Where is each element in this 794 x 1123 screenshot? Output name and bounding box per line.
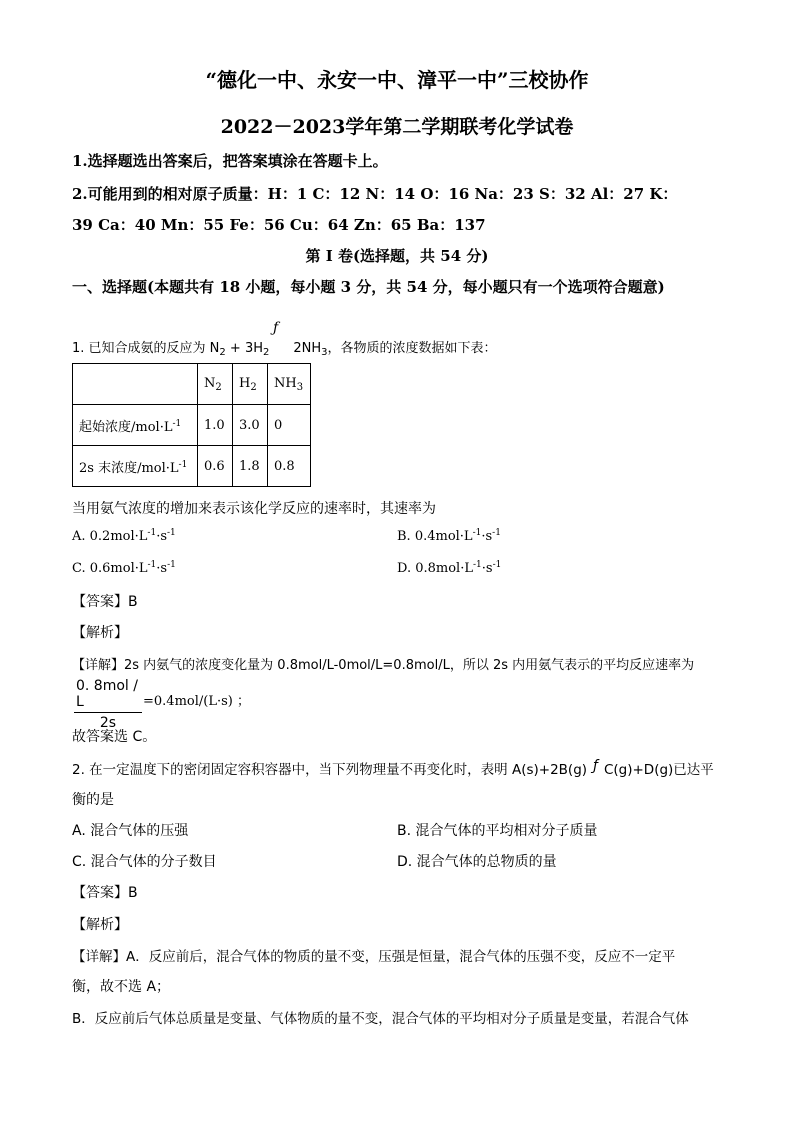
q1-rate-result: =0.4mol/(L·s) ； [143, 694, 250, 709]
q1-stem [72, 337, 497, 358]
table-header-row [73, 364, 311, 405]
q2-stem-line-1: 2. 在一定温度下的密闭固定容积容器中，当下列物理量不再变化时，表明 A(s)+2B(g) ƒ C(g)+D(g)已达平 [72, 758, 714, 778]
table-cell: 1.0 [198, 405, 233, 446]
q2-analysis-label: 【解析】 [72, 917, 128, 933]
q1-option-d: D. $0.8mol\cdot L^{-1}\cdot s^{-1}$ [397, 560, 502, 576]
fraction-numerator: 0. 8mol / L [76, 678, 138, 710]
table-header-h2: $H_2$ [233, 364, 268, 405]
note-2-line-2: 39 Ca：40 Mn：55 Fe：56 Cu：64 Zn：65 Ba：137 [72, 216, 486, 234]
q1-rate-fraction [74, 678, 142, 731]
q1-stem-prefix: 1. 已知合成氨的反应为 N [72, 341, 220, 356]
table-row-label: 2s 末浓度$/mol\cdot L^{-1}$ [73, 446, 198, 487]
equilibrium-arrow-icon: ƒ [593, 758, 598, 774]
exam-title-term: 2022－2023学年第二学期联考化学试卷 [220, 116, 574, 138]
table-cell: 0.6 [198, 446, 233, 487]
table-cell: 0.8 [268, 446, 311, 487]
q2-detail-line-1: 【详解】A．反应前后，混合气体的物质的量不变，压强是恒量，混合气体的压强不变，反应不一定平 [72, 949, 676, 965]
concentration-table [72, 363, 311, 487]
q2-option-d: D. 混合气体的总物质的量 [397, 854, 557, 870]
q2-option-c: C. 混合气体的分子数目 [72, 854, 217, 870]
table-header-empty [73, 364, 198, 405]
note-2-line-1: 2.可能用到的相对原子质量：H：1 C：12 N：14 O：16 Na：23 S：32 Al：27 K： [72, 185, 678, 203]
table-header-nh3: $NH_3$ [268, 364, 311, 405]
q1-nh3-subscript: 3 [321, 347, 328, 358]
q2-option-a: A. 混合气体的压强 [72, 823, 189, 839]
q1-option-b: B. $0.4mol\cdot L^{-1}\cdot s^{-1}$ [397, 528, 501, 544]
part-title: 一、选择题(本题共有 18 小题，每小题 3 分，共 54 分，每小题只有一个选项符合题意) [72, 278, 665, 296]
q1-conclusion: 故答案选 C。 [72, 729, 157, 745]
q1-n2-subscript: 2 [219, 347, 226, 358]
q1-option-c: C. $0.6mol\cdot L^{-1}\cdot s^{-1}$ [72, 560, 176, 576]
q2-stem-line-2: 衡的是 [72, 792, 114, 808]
table-row-label: 起始浓度$/mol\cdot L^{-1}$ [73, 405, 198, 446]
equilibrium-arrow-icon: ƒ [273, 320, 279, 336]
q2-option-b: B. 混合气体的平均相对分子质量 [397, 823, 598, 839]
q2-detail-line-2: 衡，故不选 A； [72, 979, 171, 995]
table-row [73, 405, 311, 446]
table-cell: 1.8 [233, 446, 268, 487]
table-cell: 3.0 [233, 405, 268, 446]
q1-detail: 【详解】2s 内氨气的浓度变化量为 0.8mol/L-0mol/L=0.8mol/L，所以 2s 内用氨气表示的平均反应速率为 [72, 658, 695, 673]
table-header-n2: $N_2$ [198, 364, 233, 405]
q1-product: 2NH [293, 341, 322, 356]
note-1: 1.选择题选出答案后，把答案填涂在答题卡上。 [72, 152, 388, 170]
q1-h2-subscript: 2 [263, 347, 270, 358]
q1-stem-suffix: ，各物质的浓度数据如下表： [327, 341, 497, 356]
q1-plus-3h: + 3H [225, 341, 263, 356]
exam-title-schools: “德化一中、永安一中、漳平一中”三校协作 [205, 68, 589, 92]
q1-analysis-label: 【解析】 [72, 625, 128, 641]
q2-detail-line-3: B．反应前后气体总质量是变量、气体物质的量不变，混合气体的平均相对分子质量是变量，若混合气体 [72, 1011, 689, 1027]
fraction-bar [74, 712, 142, 713]
table-cell: 0 [268, 405, 311, 446]
q1-option-a: A. $0.2mol\cdot L^{-1}\cdot s^{-1}$ [72, 528, 176, 544]
q1-question: 当用氨气浓度的增加来表示该化学反应的速率时，其速率为 [72, 501, 436, 517]
volume-title: 第 I 卷(选择题，共 54 分) [305, 247, 489, 265]
table-row [73, 446, 311, 487]
q1-answer: 【答案】B [72, 594, 138, 610]
fraction-denominator: 2s [99, 715, 117, 731]
q2-answer: 【答案】B [72, 885, 138, 901]
